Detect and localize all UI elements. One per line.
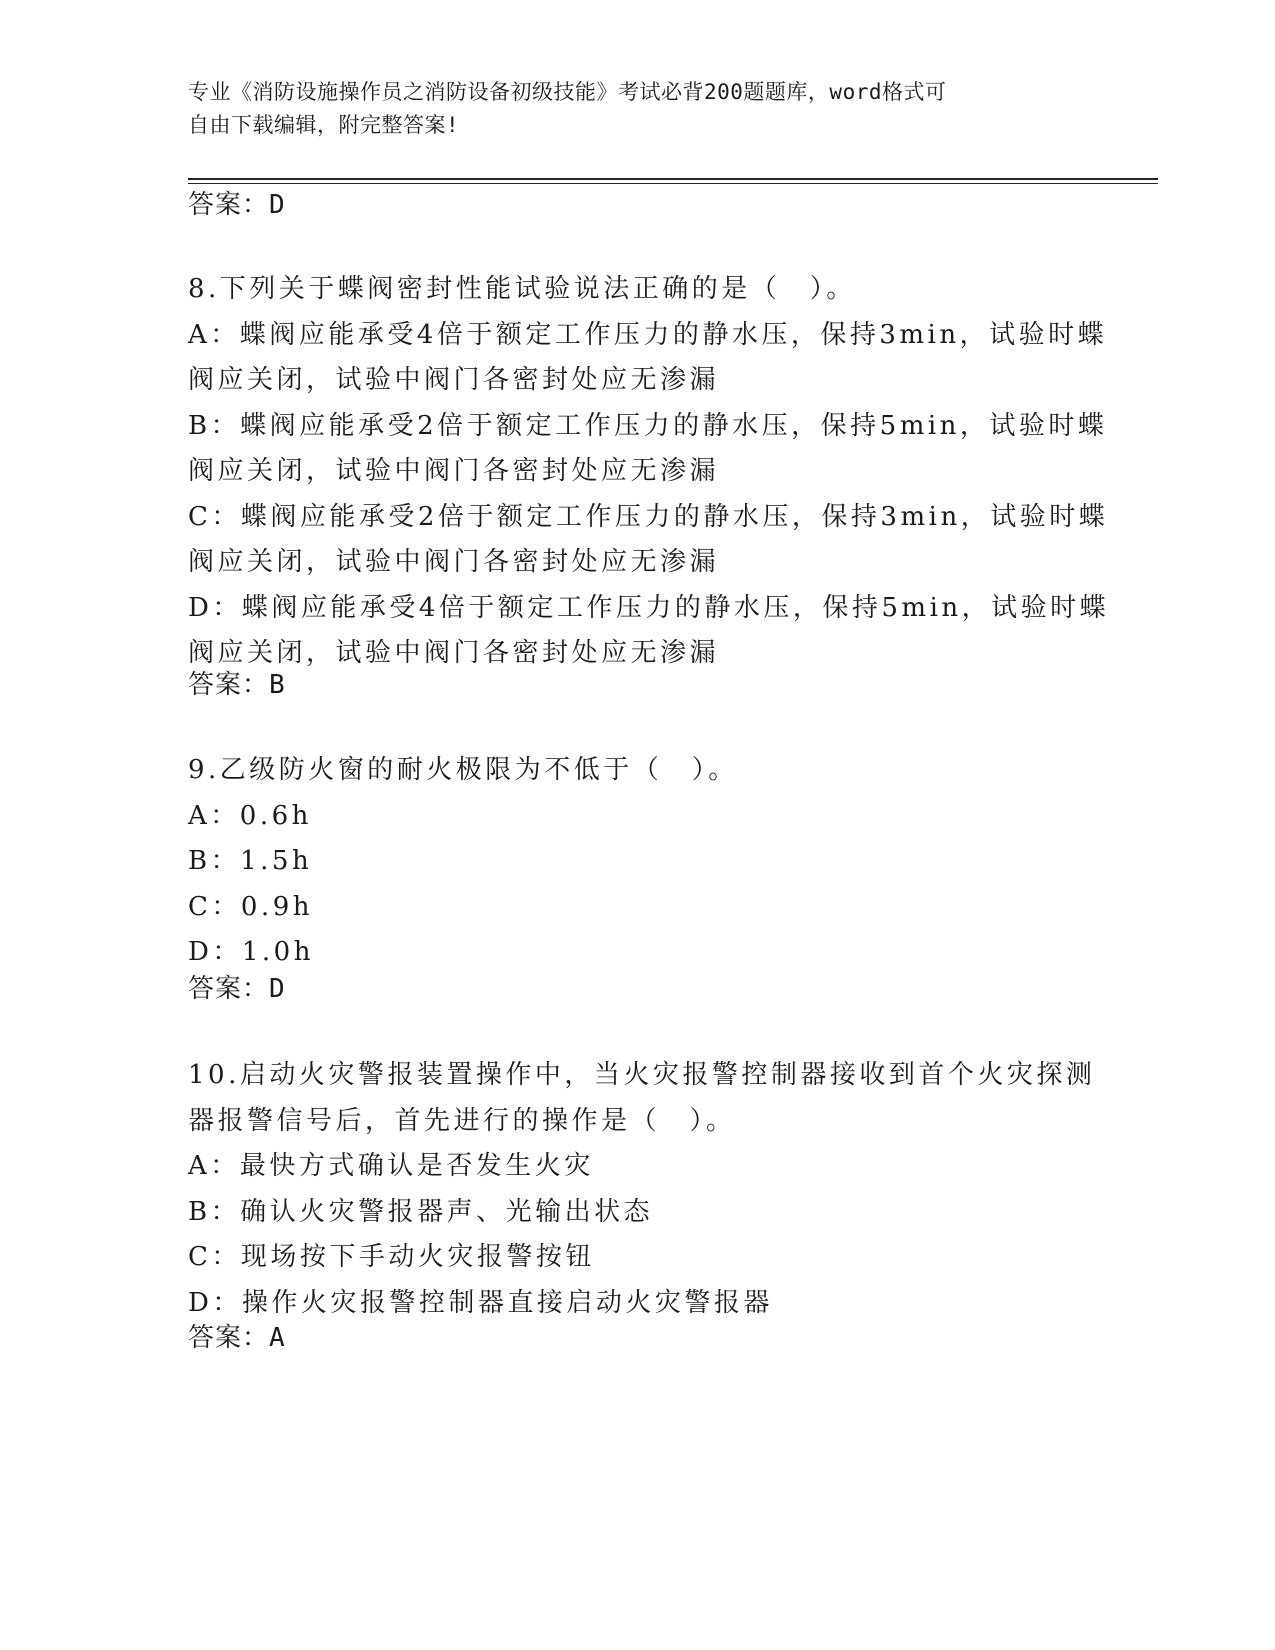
- question-8-option-c-cont: 阀应关闭，试验中阀门各密封处应无渗漏: [188, 547, 720, 577]
- answer-previous: 答案：D: [188, 190, 286, 220]
- question-10-stem: 10.启动火灾警报装置操作中，当火灾报警控制器接收到首个火灾探测: [188, 1060, 1096, 1090]
- question-10-option-b: B：确认火灾警报器声、光输出状态: [188, 1196, 654, 1227]
- header-line-2: 自由下载编辑，附完整答案!: [188, 113, 460, 137]
- question-10-option-c: C：现场按下手动火灾报警按钮: [188, 1242, 595, 1272]
- question-9-option-d: D：1.0h: [188, 937, 314, 967]
- question-9-answer: 答案：D: [188, 974, 286, 1004]
- question-10-option-a: A：最快方式确认是否发生火灾: [188, 1151, 594, 1181]
- question-9-option-b: B：1.5h: [188, 846, 313, 876]
- question-10-option-d: D：操作火灾报警控制器直接启动火灾警报器: [188, 1287, 773, 1318]
- header-line-1: 专业《消防设施操作员之消防设备初级技能》考试必背200题题库，word格式可: [188, 80, 947, 104]
- document-header: [188, 76, 1088, 142]
- question-9: [188, 748, 1088, 976]
- question-8-option-d: D：蝶阀应能承受4倍于额定工作压力的静水压，保持5min，试验时蝶: [188, 592, 1110, 623]
- question-10: [188, 1053, 1096, 1326]
- question-9-option-c: C：0.9h: [188, 891, 313, 922]
- question-8-option-c: C：蝶阀应能承受2倍于额定工作压力的静水压，保持3min，试验时蝶: [188, 501, 1109, 532]
- question-8-option-a: A：蝶阀应能承受4倍于额定工作压力的静水压，保持3min，试验时蝶: [188, 319, 1108, 350]
- question-8-stem: 8.下列关于蝶阀密封性能试验说法正确的是（ ）。: [188, 274, 856, 304]
- question-10-answer: 答案：A: [188, 1323, 286, 1353]
- question-8-answer: 答案：B: [188, 670, 286, 700]
- question-8-option-d-cont: 阀应关闭，试验中阀门各密封处应无渗漏: [188, 638, 720, 668]
- question-9-stem: 9.乙级防火窗的耐火极限为不低于（ ）。: [188, 755, 738, 785]
- question-8-option-a-cont: 阀应关闭，试验中阀门各密封处应无渗漏: [188, 365, 720, 395]
- header-divider-thick: [188, 178, 1158, 180]
- question-9-option-a: A：0.6h: [188, 800, 312, 831]
- question-8-option-b-cont: 阀应关闭，试验中阀门各密封处应无渗漏: [188, 456, 720, 486]
- question-8-option-b: B：蝶阀应能承受2倍于额定工作压力的静水压，保持5min，试验时蝶: [188, 410, 1108, 441]
- header-divider-thin: [188, 183, 1158, 184]
- question-10-stem-cont: 器报警信号后，首先进行的操作是（ ）。: [188, 1105, 736, 1136]
- question-8: [188, 267, 1110, 677]
